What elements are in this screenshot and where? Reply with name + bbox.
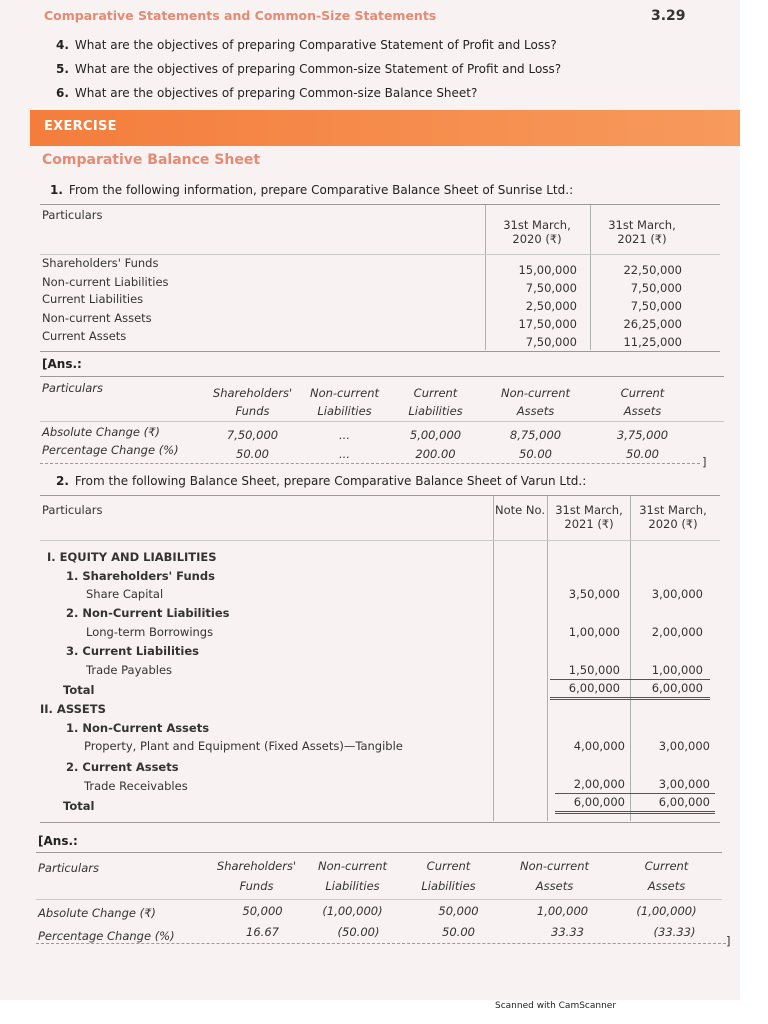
q1-prompt: 1. From the following information, prepare Comparative Balance Sheet of Sunrise Ltd.:: [50, 183, 574, 197]
table-cell: 1,00,000: [651, 663, 703, 677]
q1-answer-cell: 50.00: [236, 447, 269, 461]
q2-answer-cell: (33.33): [653, 925, 696, 939]
q2-line: Trade Payables: [86, 663, 173, 677]
q1-answer-cell: ...: [339, 447, 350, 461]
table-cell: 6,00,000: [573, 795, 625, 809]
q2-line: 1. Non-Current Assets: [66, 721, 210, 735]
table-row-label: Current Liabilities: [42, 292, 144, 306]
total-rule: [550, 697, 710, 700]
q2-answer-cell: (1,00,000): [636, 904, 697, 918]
table-cell: 6,00,000: [658, 795, 710, 809]
q2-line: II. ASSETS: [40, 702, 106, 716]
q2-line: Trade Receivables: [84, 779, 188, 793]
q2-table-top-rule: [40, 495, 720, 496]
q2-line: Total: [63, 799, 95, 813]
q2-header-2021: 31st March, 2021 (₹): [555, 503, 623, 531]
table-cell: 17,50,000: [518, 317, 577, 331]
q2-col-divider: [547, 496, 548, 821]
table-cell: 3,50,000: [568, 587, 620, 601]
table-row-label: Non-current Assets: [42, 311, 152, 325]
q2-answer-cell: 33.33: [551, 925, 584, 939]
q1-answer-col-header: Non-current Liabilities: [309, 386, 380, 418]
q1-answer-col-header: Current Liabilities: [408, 386, 463, 418]
q1-answer-header-rule: [40, 421, 724, 422]
question-6: 6. What are the objectives of preparing Common-size Balance Sheet?: [56, 86, 478, 100]
q2-answer-header-rule: [36, 899, 722, 900]
table-cell: 3,00,000: [658, 777, 710, 791]
q1-header-rule: [40, 254, 720, 255]
q2-answer-cell: (1,00,000): [322, 904, 383, 918]
question-4: 4. What are the objectives of preparing Comparative Statement of Profit and Loss?: [56, 38, 557, 52]
q2-header-rule: [40, 540, 720, 541]
table-cell: 22,50,000: [623, 263, 682, 277]
q1-answer-cell: ...: [339, 428, 350, 442]
table-cell: 26,25,000: [623, 317, 682, 331]
subtotal-rule: [550, 679, 710, 680]
question-5: 5. What are the objectives of preparing Common-size Statement of Profit and Loss?: [56, 62, 562, 76]
q1-answer-top-rule: [40, 376, 724, 377]
q1-answer-cell: 200.00: [415, 447, 456, 461]
subtotal-rule: [555, 793, 715, 794]
table-cell: 2,00,000: [651, 625, 703, 639]
q1-answer-cell: 7,50,000: [226, 428, 279, 442]
q2-answer-bottom-rule: [36, 943, 726, 944]
table-cell: 3,00,000: [651, 587, 703, 601]
q2-line: 2. Current Assets: [66, 760, 179, 774]
q2-answer-cell: 1,00,000: [536, 904, 589, 918]
q2-answer-cell: 50,000: [438, 904, 479, 918]
exercise-banner: [30, 110, 740, 146]
q2-col-divider: [630, 496, 631, 821]
q1-table-top-rule: [40, 204, 720, 205]
q2-line: Total: [63, 683, 95, 697]
q2-answer-col-header: Non-current Assets: [519, 859, 590, 893]
table-cell: 1,50,000: [568, 663, 620, 677]
table-cell: 3,00,000: [658, 739, 710, 753]
exercise-label: EXERCISE: [44, 119, 117, 134]
table-cell: 6,00,000: [651, 681, 703, 695]
q1-answer-col-header: Non-current Assets: [500, 386, 571, 418]
q2-table-bottom-rule: [40, 822, 720, 823]
q1-answer-col-header: Shareholders' Funds: [212, 386, 293, 418]
q2-header-particulars: Particulars: [42, 503, 103, 517]
total-rule: [555, 811, 715, 814]
table-cell: 7,50,000: [525, 335, 577, 349]
q2-line: I. EQUITY AND LIABILITIES: [47, 550, 217, 564]
q2-answer-cell: (50.00): [337, 925, 380, 939]
q2-answer-row-label: Absolute Change (₹): [38, 906, 156, 920]
q2-answer-cell: 16.67: [246, 925, 279, 939]
q1-answer-col-header: Current Assets: [620, 386, 665, 418]
table-cell: 11,25,000: [623, 335, 682, 349]
q2-answer-cell: 50,000: [242, 904, 283, 918]
q2-line: 3. Current Liabilities: [66, 644, 200, 658]
q2-answer-particulars: Particulars: [38, 861, 99, 875]
q1-answer-label: [Ans.:: [42, 357, 82, 371]
q1-table-bottom-rule: [40, 351, 720, 352]
table-row-label: Shareholders' Funds: [42, 256, 159, 270]
table-cell: 15,00,000: [518, 263, 577, 277]
q1-answer-bottom-rule: [40, 463, 700, 464]
q2-prompt: 2. From the following Balance Sheet, prepare Comparative Balance Sheet of Varun Ltd.:: [56, 474, 587, 488]
table-cell: 7,50,000: [630, 281, 682, 295]
q1-answer-cell: 50.00: [519, 447, 552, 461]
q1-answer-close: ]: [702, 455, 707, 469]
table-row-label: Non-current Liabilities: [42, 275, 169, 289]
q2-line: Property, Plant and Equipment (Fixed Assets)—Tangible: [84, 739, 403, 753]
q1-answer-cell: 8,75,000: [509, 428, 562, 442]
page-number: 3.29: [651, 8, 686, 24]
q2-line: 1. Shareholders' Funds: [66, 569, 215, 583]
q2-header-2020: 31st March, 2020 (₹): [639, 503, 707, 531]
scanner-watermark: Scanned with CamScanner: [495, 1001, 617, 1011]
q2-answer-label: [Ans.:: [38, 834, 78, 848]
q2-col-divider: [493, 496, 494, 821]
table-cell: 2,00,000: [573, 777, 625, 791]
q2-line: 2. Non-Current Liabilities: [66, 606, 230, 620]
q2-answer-cell: 50.00: [442, 925, 475, 939]
q2-line: Long-term Borrowings: [86, 625, 214, 639]
q1-header-2021: 31st March, 2021 (₹): [608, 218, 676, 246]
table-cell: 6,00,000: [568, 681, 620, 695]
q1-answer-cell: 50.00: [626, 447, 659, 461]
q2-answer-col-header: Current Liabilities: [421, 859, 476, 893]
q2-answer-col-header: Shareholders' Funds: [216, 859, 297, 893]
q1-header-2020: 31st March, 2020 (₹): [503, 218, 571, 246]
q1-answer-row-label: Absolute Change (₹): [42, 425, 160, 439]
table-cell: 1,00,000: [568, 625, 620, 639]
q1-answer-cell: 3,75,000: [616, 428, 669, 442]
table-cell: 4,00,000: [573, 739, 625, 753]
table-row-label: Current Assets: [42, 329, 127, 343]
q2-answer-top-rule: [36, 852, 722, 853]
q1-answer-cell: 5,00,000: [409, 428, 462, 442]
q2-answer-col-header: Current Assets: [644, 859, 689, 893]
q2-line: Share Capital: [86, 587, 164, 601]
q2-answer-row-label: Percentage Change (%): [38, 929, 175, 943]
q2-header-note: Note No.: [495, 503, 545, 517]
table-cell: 7,50,000: [525, 281, 577, 295]
q2-answer-col-header: Non-current Liabilities: [317, 859, 388, 893]
q1-answer-row-label: Percentage Change (%): [42, 443, 179, 457]
q1-header-particulars: Particulars: [42, 208, 103, 222]
table-cell: 2,50,000: [525, 299, 577, 313]
q2-answer-close: ]: [726, 934, 731, 948]
section-title: Comparative Balance Sheet: [42, 152, 261, 168]
table-cell: 7,50,000: [630, 299, 682, 313]
q1-answer-particulars: Particulars: [42, 381, 103, 395]
running-header-title: Comparative Statements and Common-Size Statements: [44, 8, 437, 23]
